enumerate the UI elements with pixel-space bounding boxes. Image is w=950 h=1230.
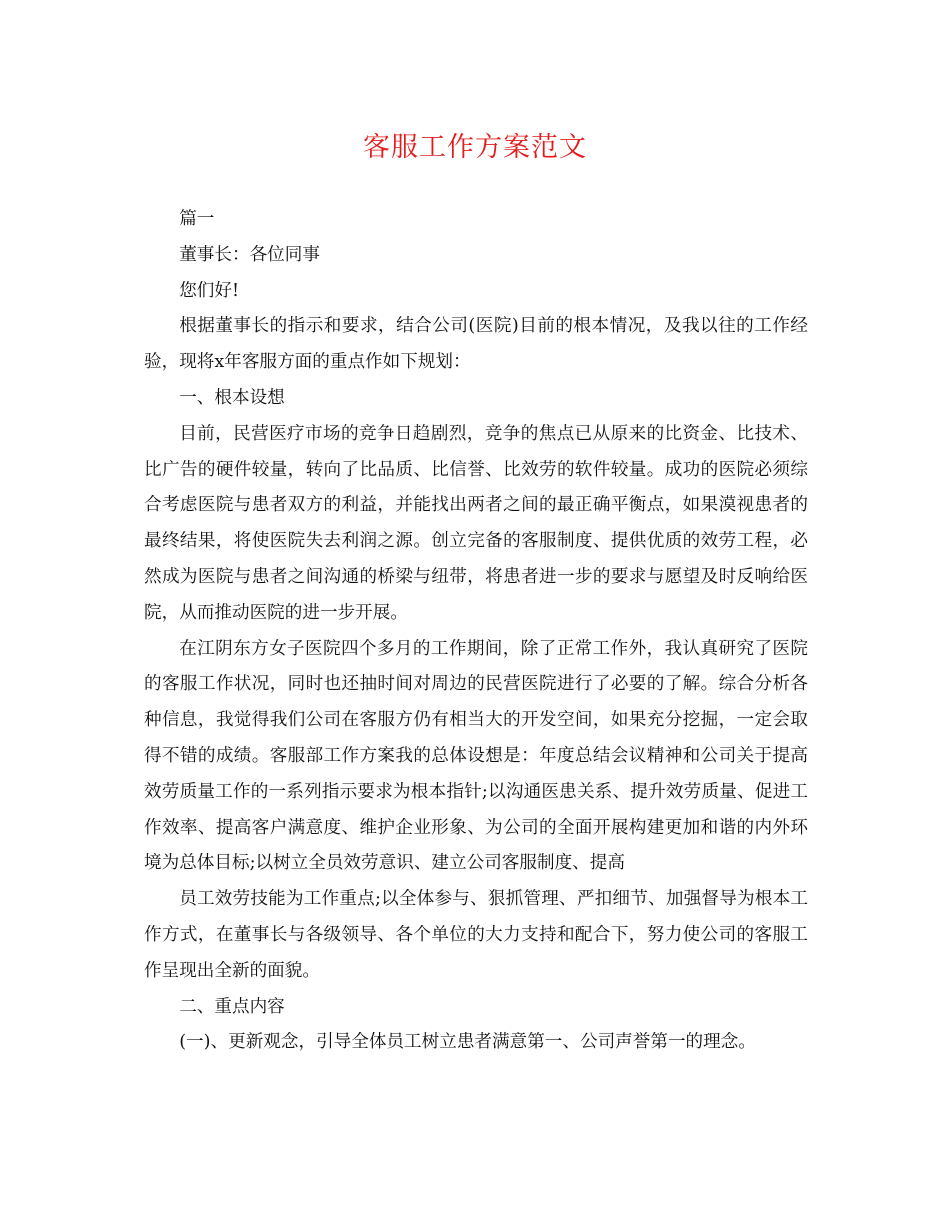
paragraph-intro: 根据董事长的指示和要求，结合公司(医院)目前的根本情况，及我以往的工作经验，现将x年客服方面的重点作如下规划： — [144, 316, 808, 373]
paragraph-overall-plan: 在江阴东方女子医院四个多月的工作期间，除了正常工作外，我认真研究了医院的客服工作状况，同时也还抽时间对周边的民营医院进行了必要的了解。综合分析各种信息，我觉得我们公司在客服方仍有相当大的开发空间，如果充分挖掘，一定会取得不错的成绩。客服部工作方案我的总体设想是：年度总结会议精神和公司关于提高效劳质量工作的一系列指示要求为根本指针;以沟通医患关系、提升效劳质量、促进工作效率、提高客户满意度、维护企业形象、为公司的全面开展构建更加和谐的内外环境为总体目标;以树立全员效劳意识、建立公司客服制度、提高 — [144, 638, 808, 874]
paragraph-section-label: 篇一 — [179, 209, 215, 229]
document-title: 客服工作方案范文 — [363, 132, 587, 163]
heading-basic-idea: 一、根本设想 — [179, 387, 285, 408]
paragraph-salutation: 董事长：各位同事 — [179, 244, 320, 265]
paragraph-item-one: (一)、更新观念，引导全体员工树立患者满意第一、公司声誉第一的理念。 — [179, 1032, 756, 1053]
paragraph-market: 目前，民营医疗市场的竞争日趋剧烈，竞争的焦点已从原来的比资金、比技术、比广告的硬件较量，转向了比品质、比信誉、比效劳的软件较量。成功的医院必须综合考虑医院与患者双方的利益，并能找出两者之间的最正确平衡点，如果漠视患者的最终结果，将使医院失去利润之源。创立完备的客服制度、提供优质的效劳工程，必然成为医院与患者之间沟通的桥梁与纽带，将患者进一步的要求与愿望及时反响给医院，从而推动医院的进一步开展。 — [144, 423, 808, 623]
paragraph-greeting: 您们好! — [179, 280, 240, 301]
document-body — [144, 202, 808, 1061]
paragraph-work-focus: 员工效劳技能为工作重点;以全体参与、狠抓管理、严扣细节、加强督导为根本工作方式，在董事长与各级领导、各个单位的大力支持和配合下，努力使公司的客服工作呈现出全新的面貌。 — [144, 889, 808, 981]
heading-key-content: 二、重点内容 — [179, 996, 285, 1017]
